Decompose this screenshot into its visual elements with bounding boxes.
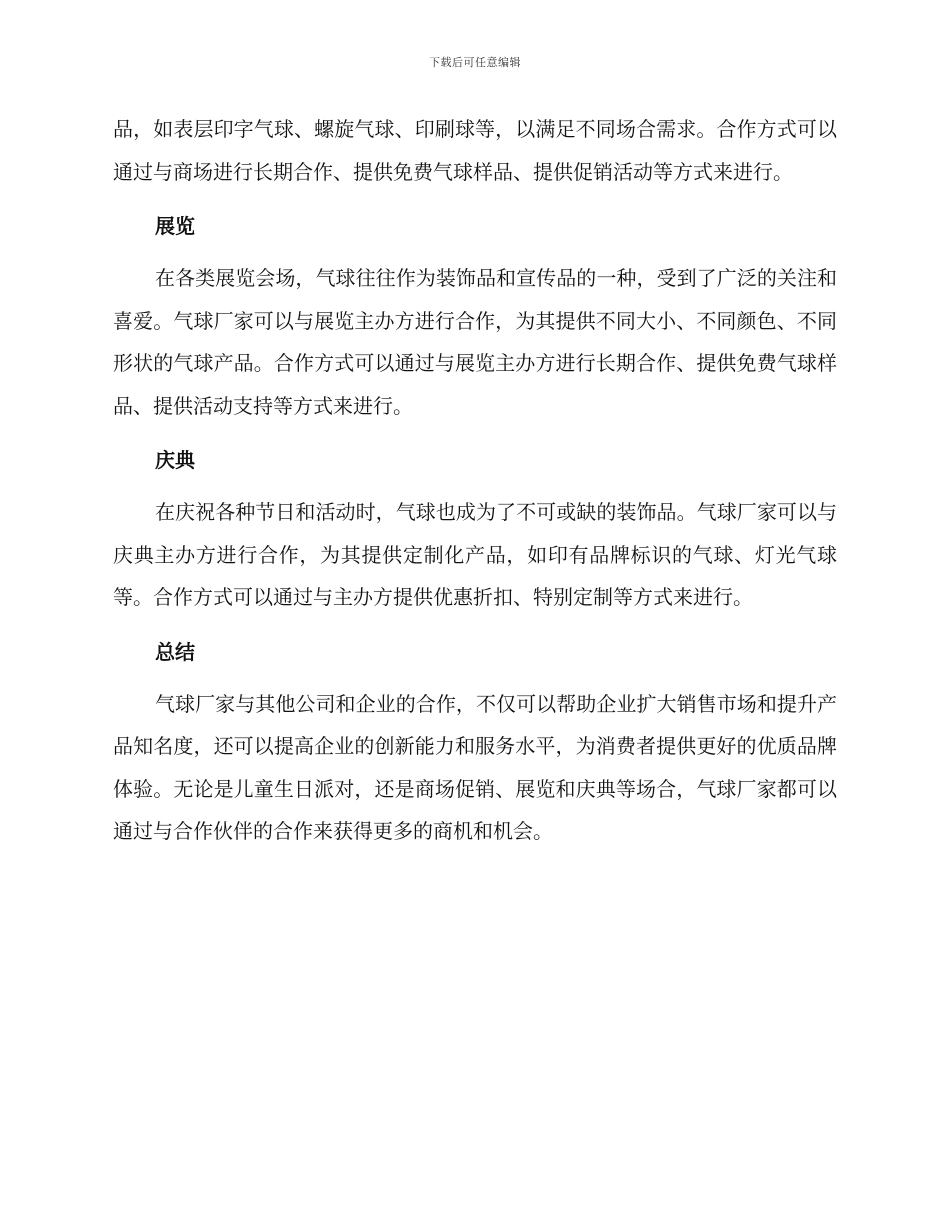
paragraph-celebration: 在庆祝各种节日和活动时，气球也成为了不可或缺的装饰品。气球厂家可以与庆典主办方进行合作，为其提供定制化产品，如印有品牌标识的气球、灯光气球等。合作方式可以通过与主办方提供优惠折扣、特别定制等方式来进行。 — [113, 500, 837, 609]
section-heading-celebration: 庆典 — [155, 448, 195, 472]
paragraph-intro-continuation: 品，如表层印字气球、螺旋气球、印刷球等，以满足不同场合需求。合作方式可以通过与商场进行长期合作、提供免费气球样品、提供促销活动等方式来进行。 — [113, 117, 837, 184]
section-heading-summary: 总结 — [155, 639, 195, 664]
paragraph-summary: 气球厂家与其他公司和企业的合作，不仅可以帮助企业扩大销售市场和提升产品知名度，还可以提高企业的创新能力和服务水平，为消费者提供更好的优质品牌体验。无论是儿童生日派对，还是商场促销、展览和庆典等场合，气球厂家都可以通过与合作伙伴的合作来获得更多的商机和机会。 — [113, 691, 837, 843]
document-body — [113, 108, 837, 853]
paragraph-exhibition: 在各类展览会场，气球往往作为装饰品和宣传品的一种，受到了广泛的关注和喜爱。气球厂家可以与展览主办方进行合作，为其提供不同大小、不同颜色、不同形状的气球产品。合作方式可以通过与展览主办方进行长期合作、提供免费气球样品、提供活动支持等方式来进行。 — [113, 266, 837, 418]
page-header: 下载后可任意编辑 — [429, 56, 521, 69]
section-heading-exhibition: 展览 — [155, 214, 195, 238]
